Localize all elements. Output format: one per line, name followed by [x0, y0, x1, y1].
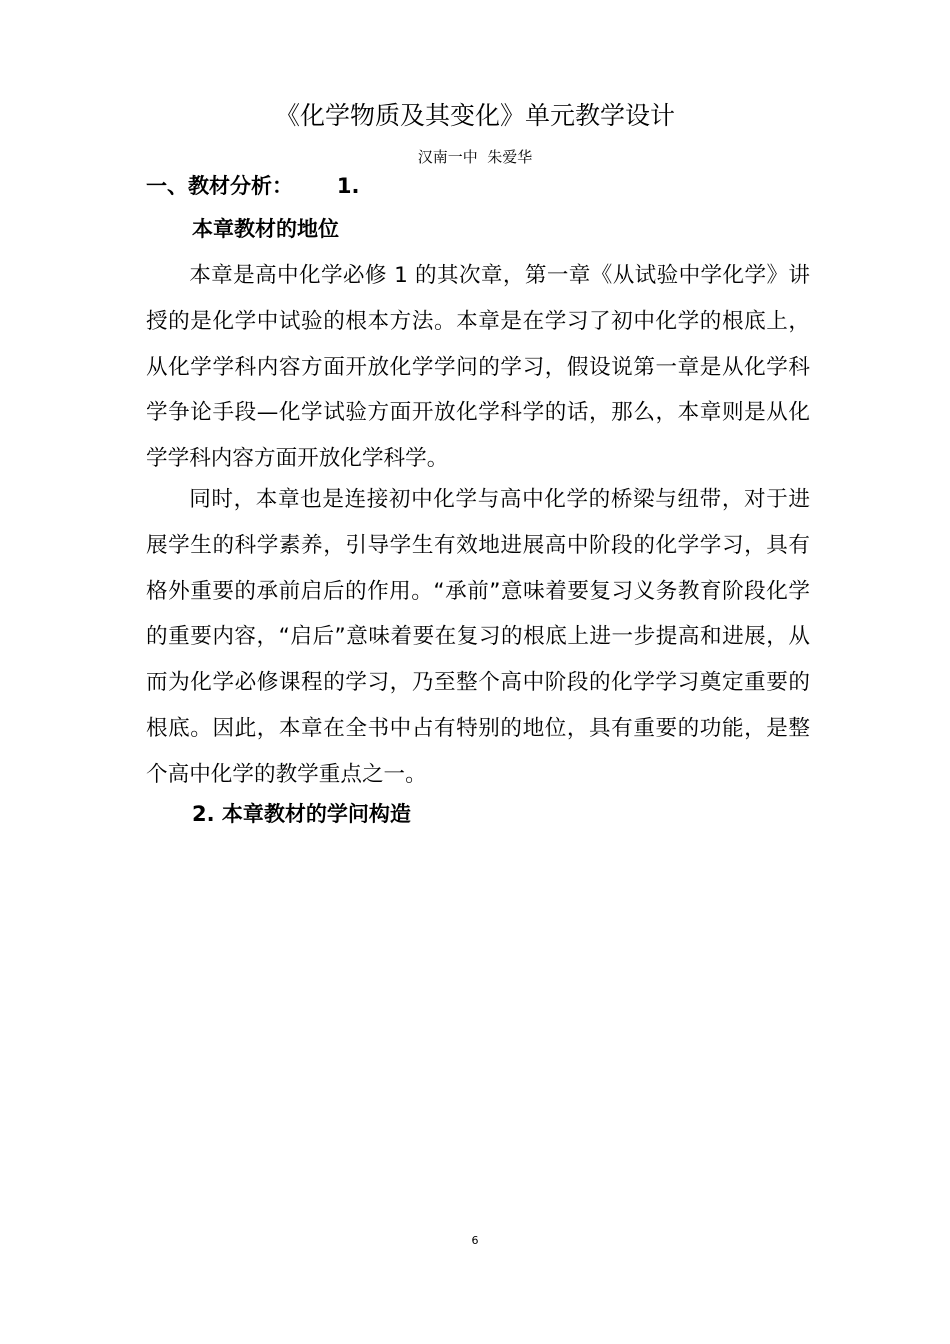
subheading-knowledge-structure: 2. 本章教材的学问构造 [192, 802, 411, 826]
author-line: 汉南一中 朱爱华 [417, 148, 533, 166]
subheading-chapter-position: 本章教材的地位 [192, 217, 339, 241]
section-heading: 一、教材分析： 1. [146, 174, 360, 198]
paragraph-bridge-role: 同时，本章也是连接初中化学与高中化学的桥梁与纽带，对于进展学生的科学素养，引导学生有效地进展高中阶段的化学学习，具有格外重要的承前启后的作用。“承前”意味着要复习义务教育阶段化学的重要内容，“启后”意味着要在复习的根底上进一步提高和进展，从而为化学必修课程的学习，乃至整个高中阶段的化学学习奠定重要的根底。因此，本章在全书中占有特别的地位，具有重要的功能，是整个高中化学的教学重点之一。 [146, 487, 810, 787]
page-number: 6 [471, 1234, 479, 1247]
document-title: 《化学物质及其变化》单元教学设计 [274, 101, 675, 130]
paragraph-chapter-position: 本章是高中化学必修 1 的其次章，第一章《从试验中学化学》讲授的是化学中试验的根本方法。本章是在学习了初中化学的根底上，从化学学科内容方面开放化学学问的学习，假设说第一章是从化学科学争论手段—化学试验方面开放化学科学的话，那么，本章则是从化学学科内容方面开放化学科学。 [146, 263, 810, 472]
